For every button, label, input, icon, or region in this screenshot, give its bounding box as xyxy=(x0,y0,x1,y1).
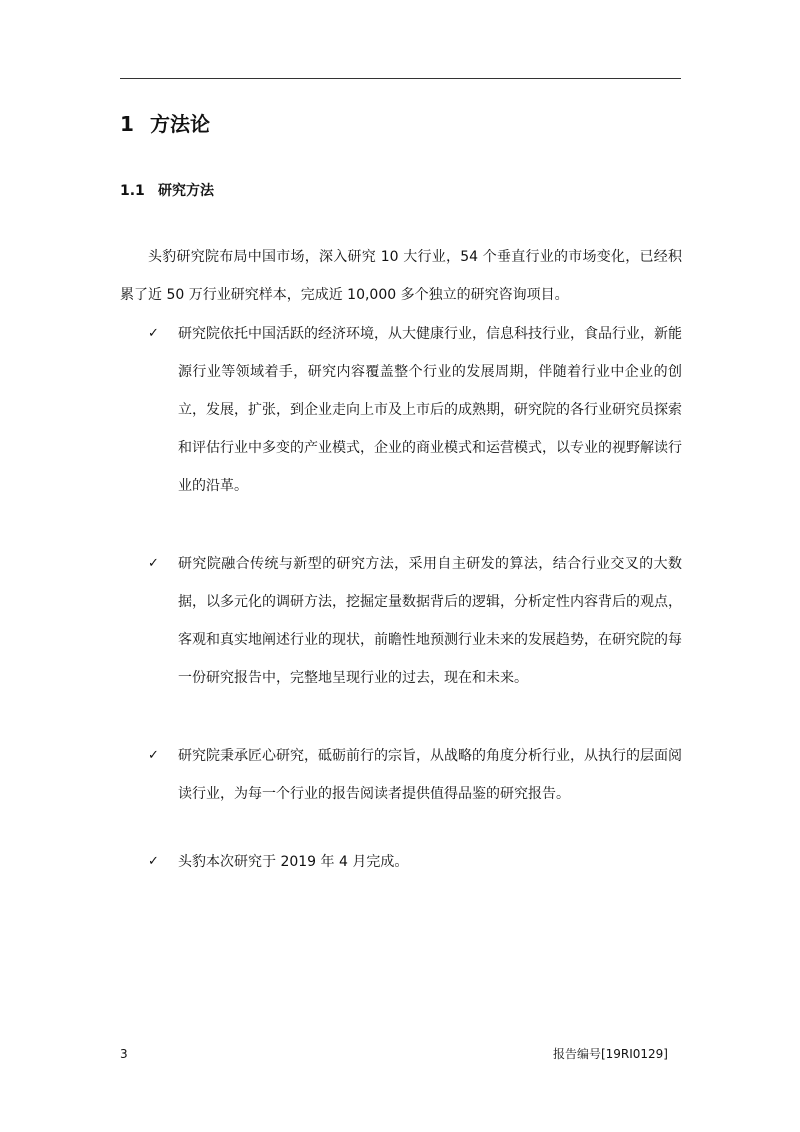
subsection-title: 研究方法 xyxy=(158,183,214,199)
bullet-text: 头豹本次研究于 2019 年 4 月完成。 xyxy=(178,854,409,870)
subsection-heading xyxy=(120,180,214,202)
checkmark-icon: ✓ xyxy=(148,556,159,571)
report-id: 报告编号[19RI0129] xyxy=(552,1047,668,1061)
bullet-item xyxy=(148,315,682,505)
bullet-text: 研究院秉承匠心研究，砥砺前行的宗旨，从战略的角度分析行业，从执行的层面阅读行业，为每一个行业的报告阅读者提供值得品鉴的研究报告。 xyxy=(178,748,682,802)
bullet-item xyxy=(148,737,682,813)
bullet-text: 研究院依托中国活跃的经济环境，从大健康行业，信息科技行业，食品行业，新能源行业等领域着手，研究内容覆盖整个行业的发展周期，伴随着行业中企业的创立，发展，扩张，到企业走向上市及上市后的成熟期，研究院的各行业研究员探索和评估行业中多变的产业模式，企业的商业模式和运营模式，以专业的视野解读行业的沿革。 xyxy=(178,326,682,494)
page-number: 3 xyxy=(120,1047,128,1061)
section-number: 1 xyxy=(120,112,134,136)
checkmark-icon: ✓ xyxy=(148,748,159,763)
intro-paragraph: 头豹研究院布局中国市场，深入研究 10 大行业，54 个垂直行业的市场变化，已经积累了近 50 万行业研究样本，完成近 10,000 多个独立的研究咨询项目。 xyxy=(120,249,682,303)
checkmark-icon: ✓ xyxy=(148,326,159,341)
bullet-item xyxy=(148,843,682,881)
bullet-item xyxy=(148,545,682,697)
section-heading xyxy=(120,110,210,138)
header-rule xyxy=(120,78,681,79)
bullet-text: 研究院融合传统与新型的研究方法，采用自主研发的算法，结合行业交叉的大数据，以多元化的调研方法，挖掘定量数据背后的逻辑，分析定性内容背后的观点，客观和真实地阐述行业的现状，前瞻性地预测行业未来的发展趋势，在研究院的每一份研究报告中，完整地呈现行业的过去，现在和未来。 xyxy=(178,556,682,686)
section-title: 方法论 xyxy=(150,112,210,136)
checkmark-icon: ✓ xyxy=(148,854,159,869)
subsection-number: 1.1 xyxy=(120,183,145,199)
